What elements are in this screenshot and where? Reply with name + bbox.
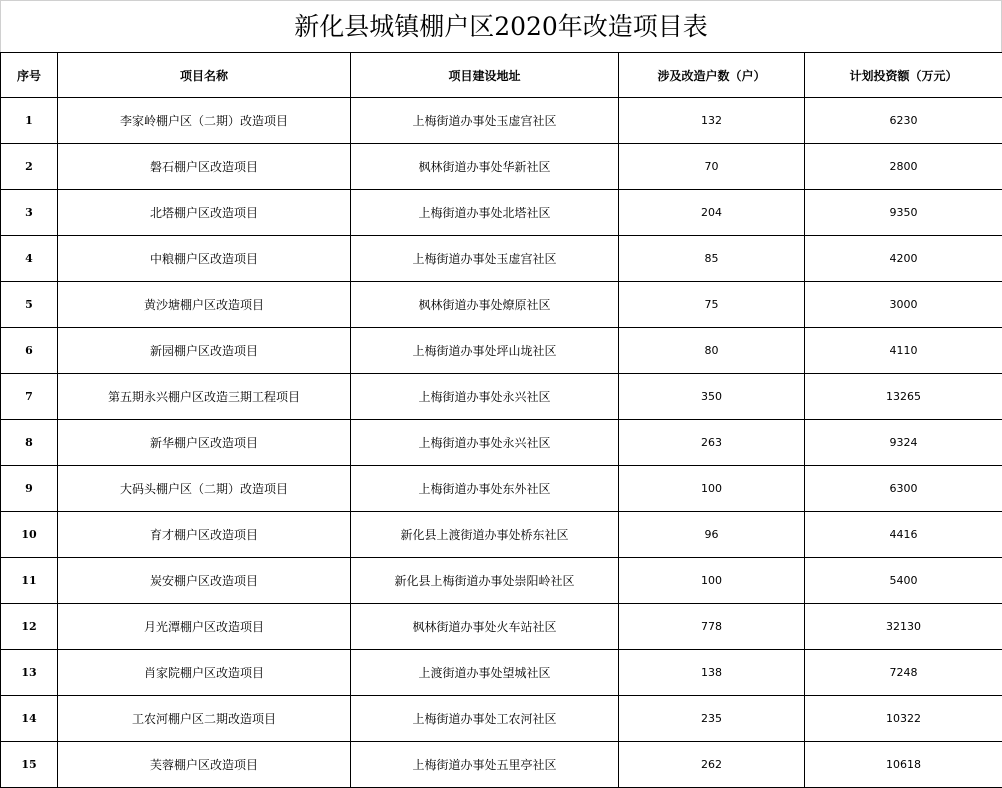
cell-households[interactable]: 778 — [619, 604, 805, 650]
cell-investment[interactable]: 5400 — [805, 558, 1002, 604]
cell-project-address[interactable]: 上梅街道办事处永兴社区 — [351, 420, 619, 466]
cell-investment[interactable]: 7248 — [805, 650, 1002, 696]
header-project-name[interactable]: 项目名称 — [58, 53, 351, 98]
project-table — [0, 52, 1002, 788]
table-row — [1, 236, 1002, 282]
cell-serial-number[interactable]: 4 — [1, 236, 58, 282]
cell-serial-number[interactable]: 15 — [1, 742, 58, 788]
cell-project-name[interactable]: 月光潭棚户区改造项目 — [58, 604, 351, 650]
cell-project-address[interactable]: 新化县上渡街道办事处桥东社区 — [351, 512, 619, 558]
header-row — [1, 53, 1002, 98]
cell-project-name[interactable]: 新华棚户区改造项目 — [58, 420, 351, 466]
cell-investment[interactable]: 2800 — [805, 144, 1002, 190]
cell-serial-number[interactable]: 6 — [1, 328, 58, 374]
cell-investment[interactable]: 9324 — [805, 420, 1002, 466]
cell-serial-number[interactable]: 11 — [1, 558, 58, 604]
cell-investment[interactable]: 6230 — [805, 98, 1002, 144]
cell-project-address[interactable]: 上梅街道办事处东外社区 — [351, 466, 619, 512]
cell-serial-number[interactable]: 9 — [1, 466, 58, 512]
table-row — [1, 374, 1002, 420]
cell-investment[interactable]: 6300 — [805, 466, 1002, 512]
cell-project-name[interactable]: 育才棚户区改造项目 — [58, 512, 351, 558]
table-row — [1, 512, 1002, 558]
cell-serial-number[interactable]: 13 — [1, 650, 58, 696]
cell-project-address[interactable]: 上渡街道办事处望城社区 — [351, 650, 619, 696]
cell-investment[interactable]: 4110 — [805, 328, 1002, 374]
header-serial-number[interactable]: 序号 — [1, 53, 58, 98]
cell-households[interactable]: 350 — [619, 374, 805, 420]
table-header — [1, 53, 1002, 98]
header-project-address[interactable]: 项目建设地址 — [351, 53, 619, 98]
cell-project-name[interactable]: 肖家院棚户区改造项目 — [58, 650, 351, 696]
cell-project-address[interactable]: 上梅街道办事处工农河社区 — [351, 696, 619, 742]
cell-project-name[interactable]: 新园棚户区改造项目 — [58, 328, 351, 374]
cell-households[interactable]: 85 — [619, 236, 805, 282]
header-households[interactable]: 涉及改造户数（户） — [619, 53, 805, 98]
cell-project-address[interactable]: 枫林街道办事处华新社区 — [351, 144, 619, 190]
table-row — [1, 466, 1002, 512]
table-row — [1, 696, 1002, 742]
cell-project-address[interactable]: 上梅街道办事处坪山垅社区 — [351, 328, 619, 374]
cell-project-name[interactable]: 第五期永兴棚户区改造三期工程项目 — [58, 374, 351, 420]
cell-investment[interactable]: 9350 — [805, 190, 1002, 236]
cell-households[interactable]: 80 — [619, 328, 805, 374]
table-row — [1, 328, 1002, 374]
cell-investment[interactable]: 13265 — [805, 374, 1002, 420]
table-row — [1, 558, 1002, 604]
cell-households[interactable]: 262 — [619, 742, 805, 788]
cell-project-name[interactable]: 北塔棚户区改造项目 — [58, 190, 351, 236]
cell-households[interactable]: 263 — [619, 420, 805, 466]
cell-project-address[interactable]: 新化县上梅街道办事处崇阳岭社区 — [351, 558, 619, 604]
cell-serial-number[interactable]: 7 — [1, 374, 58, 420]
table-row — [1, 420, 1002, 466]
table-row — [1, 282, 1002, 328]
cell-households[interactable]: 96 — [619, 512, 805, 558]
cell-project-address[interactable]: 上梅街道办事处永兴社区 — [351, 374, 619, 420]
table-title: 新化县城镇棚户区2020年改造项目表 — [0, 0, 1002, 52]
cell-households[interactable]: 75 — [619, 282, 805, 328]
cell-households[interactable]: 204 — [619, 190, 805, 236]
cell-serial-number[interactable]: 5 — [1, 282, 58, 328]
cell-project-name[interactable]: 黄沙塘棚户区改造项目 — [58, 282, 351, 328]
cell-serial-number[interactable]: 10 — [1, 512, 58, 558]
cell-project-address[interactable]: 上梅街道办事处五里亭社区 — [351, 742, 619, 788]
cell-serial-number[interactable]: 14 — [1, 696, 58, 742]
cell-project-name[interactable]: 炭安棚户区改造项目 — [58, 558, 351, 604]
cell-investment[interactable]: 10322 — [805, 696, 1002, 742]
cell-households[interactable]: 235 — [619, 696, 805, 742]
cell-project-name[interactable]: 中粮棚户区改造项目 — [58, 236, 351, 282]
cell-households[interactable]: 100 — [619, 466, 805, 512]
cell-investment[interactable]: 4416 — [805, 512, 1002, 558]
table-row — [1, 98, 1002, 144]
cell-investment[interactable]: 4200 — [805, 236, 1002, 282]
table-row — [1, 742, 1002, 788]
cell-project-address[interactable]: 上梅街道办事处北塔社区 — [351, 190, 619, 236]
cell-project-address[interactable]: 上梅街道办事处玉虚宫社区 — [351, 236, 619, 282]
cell-project-address[interactable]: 枫林街道办事处燎原社区 — [351, 282, 619, 328]
cell-serial-number[interactable]: 3 — [1, 190, 58, 236]
cell-investment[interactable]: 10618 — [805, 742, 1002, 788]
cell-project-name[interactable]: 李家岭棚户区（二期）改造项目 — [58, 98, 351, 144]
table-row — [1, 190, 1002, 236]
table-row — [1, 650, 1002, 696]
cell-serial-number[interactable]: 12 — [1, 604, 58, 650]
cell-investment[interactable]: 3000 — [805, 282, 1002, 328]
cell-project-address[interactable]: 枫林街道办事处火车站社区 — [351, 604, 619, 650]
cell-serial-number[interactable]: 8 — [1, 420, 58, 466]
cell-project-name[interactable]: 工农河棚户区二期改造项目 — [58, 696, 351, 742]
header-investment[interactable]: 计划投资额（万元） — [805, 53, 1002, 98]
cell-project-name[interactable]: 芙蓉棚户区改造项目 — [58, 742, 351, 788]
cell-households[interactable]: 132 — [619, 98, 805, 144]
cell-households[interactable]: 70 — [619, 144, 805, 190]
cell-investment[interactable]: 32130 — [805, 604, 1002, 650]
cell-project-name[interactable]: 大码头棚户区（二期）改造项目 — [58, 466, 351, 512]
cell-serial-number[interactable]: 2 — [1, 144, 58, 190]
table-row — [1, 604, 1002, 650]
cell-project-address[interactable]: 上梅街道办事处玉虚宫社区 — [351, 98, 619, 144]
cell-households[interactable]: 138 — [619, 650, 805, 696]
cell-project-name[interactable]: 磐石棚户区改造项目 — [58, 144, 351, 190]
cell-serial-number[interactable]: 1 — [1, 98, 58, 144]
cell-households[interactable]: 100 — [619, 558, 805, 604]
table-body — [1, 98, 1002, 788]
table-row — [1, 144, 1002, 190]
